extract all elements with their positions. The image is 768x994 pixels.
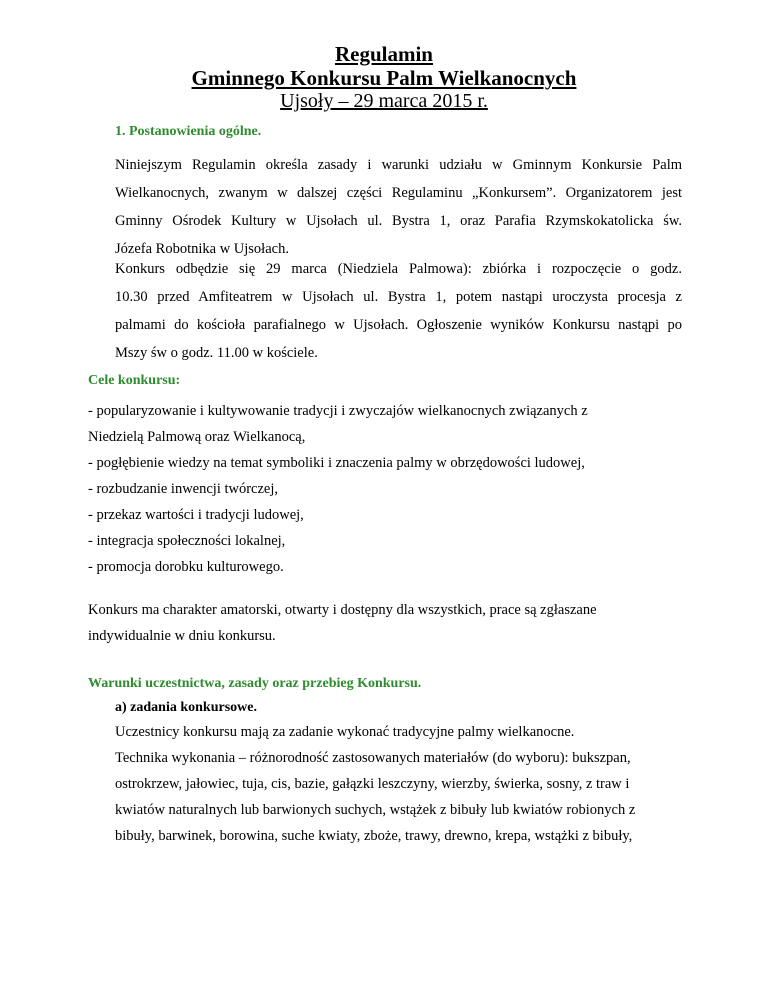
goal-item: - przekaz wartości i tradycji ludowej,: [88, 507, 304, 523]
paragraph-line: Niniejszym Regulamin określa zasady i warunki udziału w Gminnym Konkursie Palm: [115, 157, 682, 173]
goal-item: Niedzielą Palmową oraz Wielkanocą,: [88, 429, 306, 445]
paragraph-line: Józefa Robotnika w Ujsołach.: [115, 241, 289, 257]
paragraph-line: palmami do kościoła parafialnego w Ujsołach. Ogłoszenie wyników Konkursu nastąpi po: [115, 317, 682, 333]
paragraph-line: Mszy św o godz. 11.00 w kościele.: [115, 345, 318, 361]
goal-item: - pogłębienie wiedzy na temat symboliki i znaczenia palmy w obrzędowości ludowej,: [88, 455, 585, 471]
section-heading-conditions: Warunki uczestnictwa, zasady oraz przebieg Konkursu.: [88, 676, 422, 691]
document-subtitle: Gminnego Konkursu Palm Wielkanocnych: [191, 66, 577, 90]
goal-item: - integracja społeczności lokalnej,: [88, 533, 286, 549]
conditions-line: Technika wykonania – różnorodność zastosowanych materiałów (do wyboru): bukszpan,: [115, 750, 631, 766]
conditions-line: Uczestnicy konkursu mają za zadanie wykonać tradycyjne palmy wielkanocne.: [115, 724, 575, 740]
conditions-line: bibuły, barwinek, borowina, suche kwiaty, zboże, trawy, drewno, krepa, wstążki z bibuły,: [115, 828, 633, 844]
date-line: Ujsoły – 29 marca 2015 r.: [280, 90, 488, 112]
conditions-line: ostrokrzew, jałowiec, tuja, cis, bazie, gałązki leszczyny, wierzby, świerka, sosny, z traw i: [115, 776, 630, 792]
paragraph-line: Konkurs odbędzie się 29 marca (Niedziela Palmowa): zbiórka i rozpoczęcie o godz.: [115, 261, 682, 277]
amateur-note-line: indywidualnie w dniu konkursu.: [88, 628, 276, 644]
paragraph-line: 10.30 przed Amfiteatrem w Ujsołach ul. Bystra 1, potem nastąpi uroczysta procesja z: [115, 289, 682, 305]
amateur-note-line: Konkurs ma charakter amatorski, otwarty i dostępny dla wszystkich, prace są zgłaszane: [88, 602, 597, 618]
date-paragraph: [115, 255, 682, 367]
section-heading-goals: Cele konkursu:: [88, 373, 181, 388]
subsection-heading-tasks: a) zadania konkursowe.: [115, 700, 257, 715]
document-title: Regulamin: [334, 42, 433, 66]
paragraph-line: Gminny Ośrodek Kultury w Ujsołach ul. Bystra 1, oraz Parafia Rzymskokatolicka św.: [115, 213, 682, 229]
paragraph-line: Wielkanocnych, zwanym w dalszej części Regulaminu „Konkursem”. Organizatorem jest: [115, 185, 682, 201]
goal-item: - promocja dorobku kulturowego.: [88, 559, 284, 575]
goal-item: - rozbudzanie inwencji twórczej,: [88, 481, 279, 497]
section-heading-general: 1. Postanowienia ogólne.: [115, 124, 262, 139]
goal-item: - popularyzowanie i kultywowanie tradycji i zwyczajów wielkanocnych związanych z: [88, 403, 588, 419]
intro-paragraph: [115, 151, 682, 263]
conditions-line: kwiatów naturalnych lub barwionych suchych, wstążek z bibuły lub kwiatów robionych z: [115, 802, 636, 818]
